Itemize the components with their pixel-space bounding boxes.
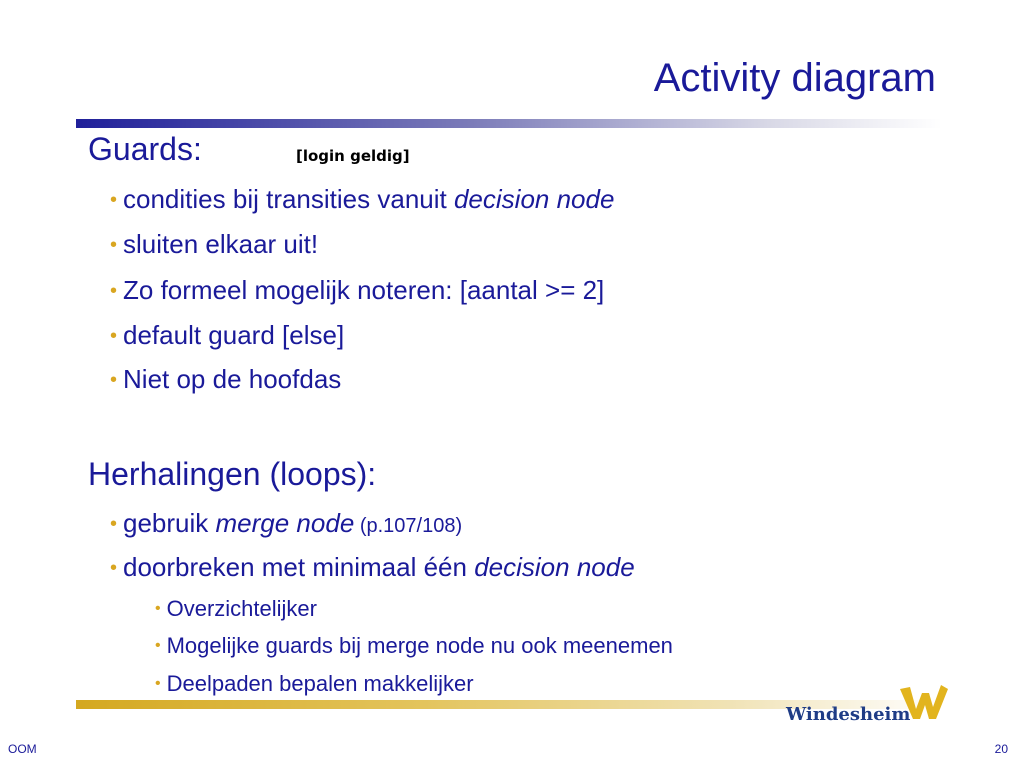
bullet-icon: • <box>155 637 161 654</box>
bullet-icon: • <box>110 369 118 391</box>
bullet-icon: • <box>110 325 118 347</box>
list-item-text: gebruik <box>123 508 216 538</box>
windesheim-w-logo-icon <box>898 683 950 723</box>
list-item-emphasis: decision node <box>474 552 635 582</box>
footer-label: OOM <box>8 742 37 756</box>
list-item-text: condities bij transities vanuit <box>123 184 454 214</box>
page-number: 20 <box>994 742 1008 756</box>
list-item-emphasis: merge node <box>215 508 355 538</box>
bullet-icon: • <box>155 675 161 692</box>
list-item <box>110 229 318 260</box>
list-item <box>110 320 344 351</box>
title-divider <box>76 119 942 128</box>
list-item <box>110 508 462 539</box>
bullet-icon: • <box>110 513 118 535</box>
bullet-icon: • <box>110 189 118 211</box>
page-reference: (p.107/108) <box>354 515 463 537</box>
sub-list-item-text: Mogelijke guards bij merge node nu ook meenemen <box>166 633 673 658</box>
list-item <box>110 364 341 395</box>
sub-list-item-text: Overzichtelijker <box>166 596 317 621</box>
windesheim-logo-text: Windesheim <box>786 704 911 725</box>
sub-list-item <box>155 671 474 697</box>
guards-heading: Guards: <box>88 131 202 167</box>
list-item <box>110 275 604 306</box>
bullet-icon: • <box>110 234 118 256</box>
sub-list-item <box>155 633 673 659</box>
list-item-emphasis: decision node <box>453 184 615 214</box>
list-item-text: Niet op de hoofdas <box>123 364 342 394</box>
list-item-text: doorbreken met minimaal één <box>123 552 475 582</box>
bullet-icon: • <box>110 280 118 302</box>
list-item-text: Zo formeel mogelijk noteren: [aantal >= 2] <box>123 275 605 305</box>
list-item <box>110 552 635 583</box>
guard-example-label: [login geldig] <box>296 147 410 165</box>
list-item <box>110 184 614 215</box>
loops-heading: Herhalingen (loops): <box>88 456 377 492</box>
list-item-text: default guard [else] <box>123 320 345 350</box>
bullet-icon: • <box>155 600 161 617</box>
slide-title: Activity diagram <box>653 56 936 100</box>
sub-list-item-text: Deelpaden bepalen makkelijker <box>166 671 474 696</box>
list-item-text: sluiten elkaar uit! <box>123 229 319 259</box>
bullet-icon: • <box>110 557 118 579</box>
sub-list-item <box>155 596 317 622</box>
